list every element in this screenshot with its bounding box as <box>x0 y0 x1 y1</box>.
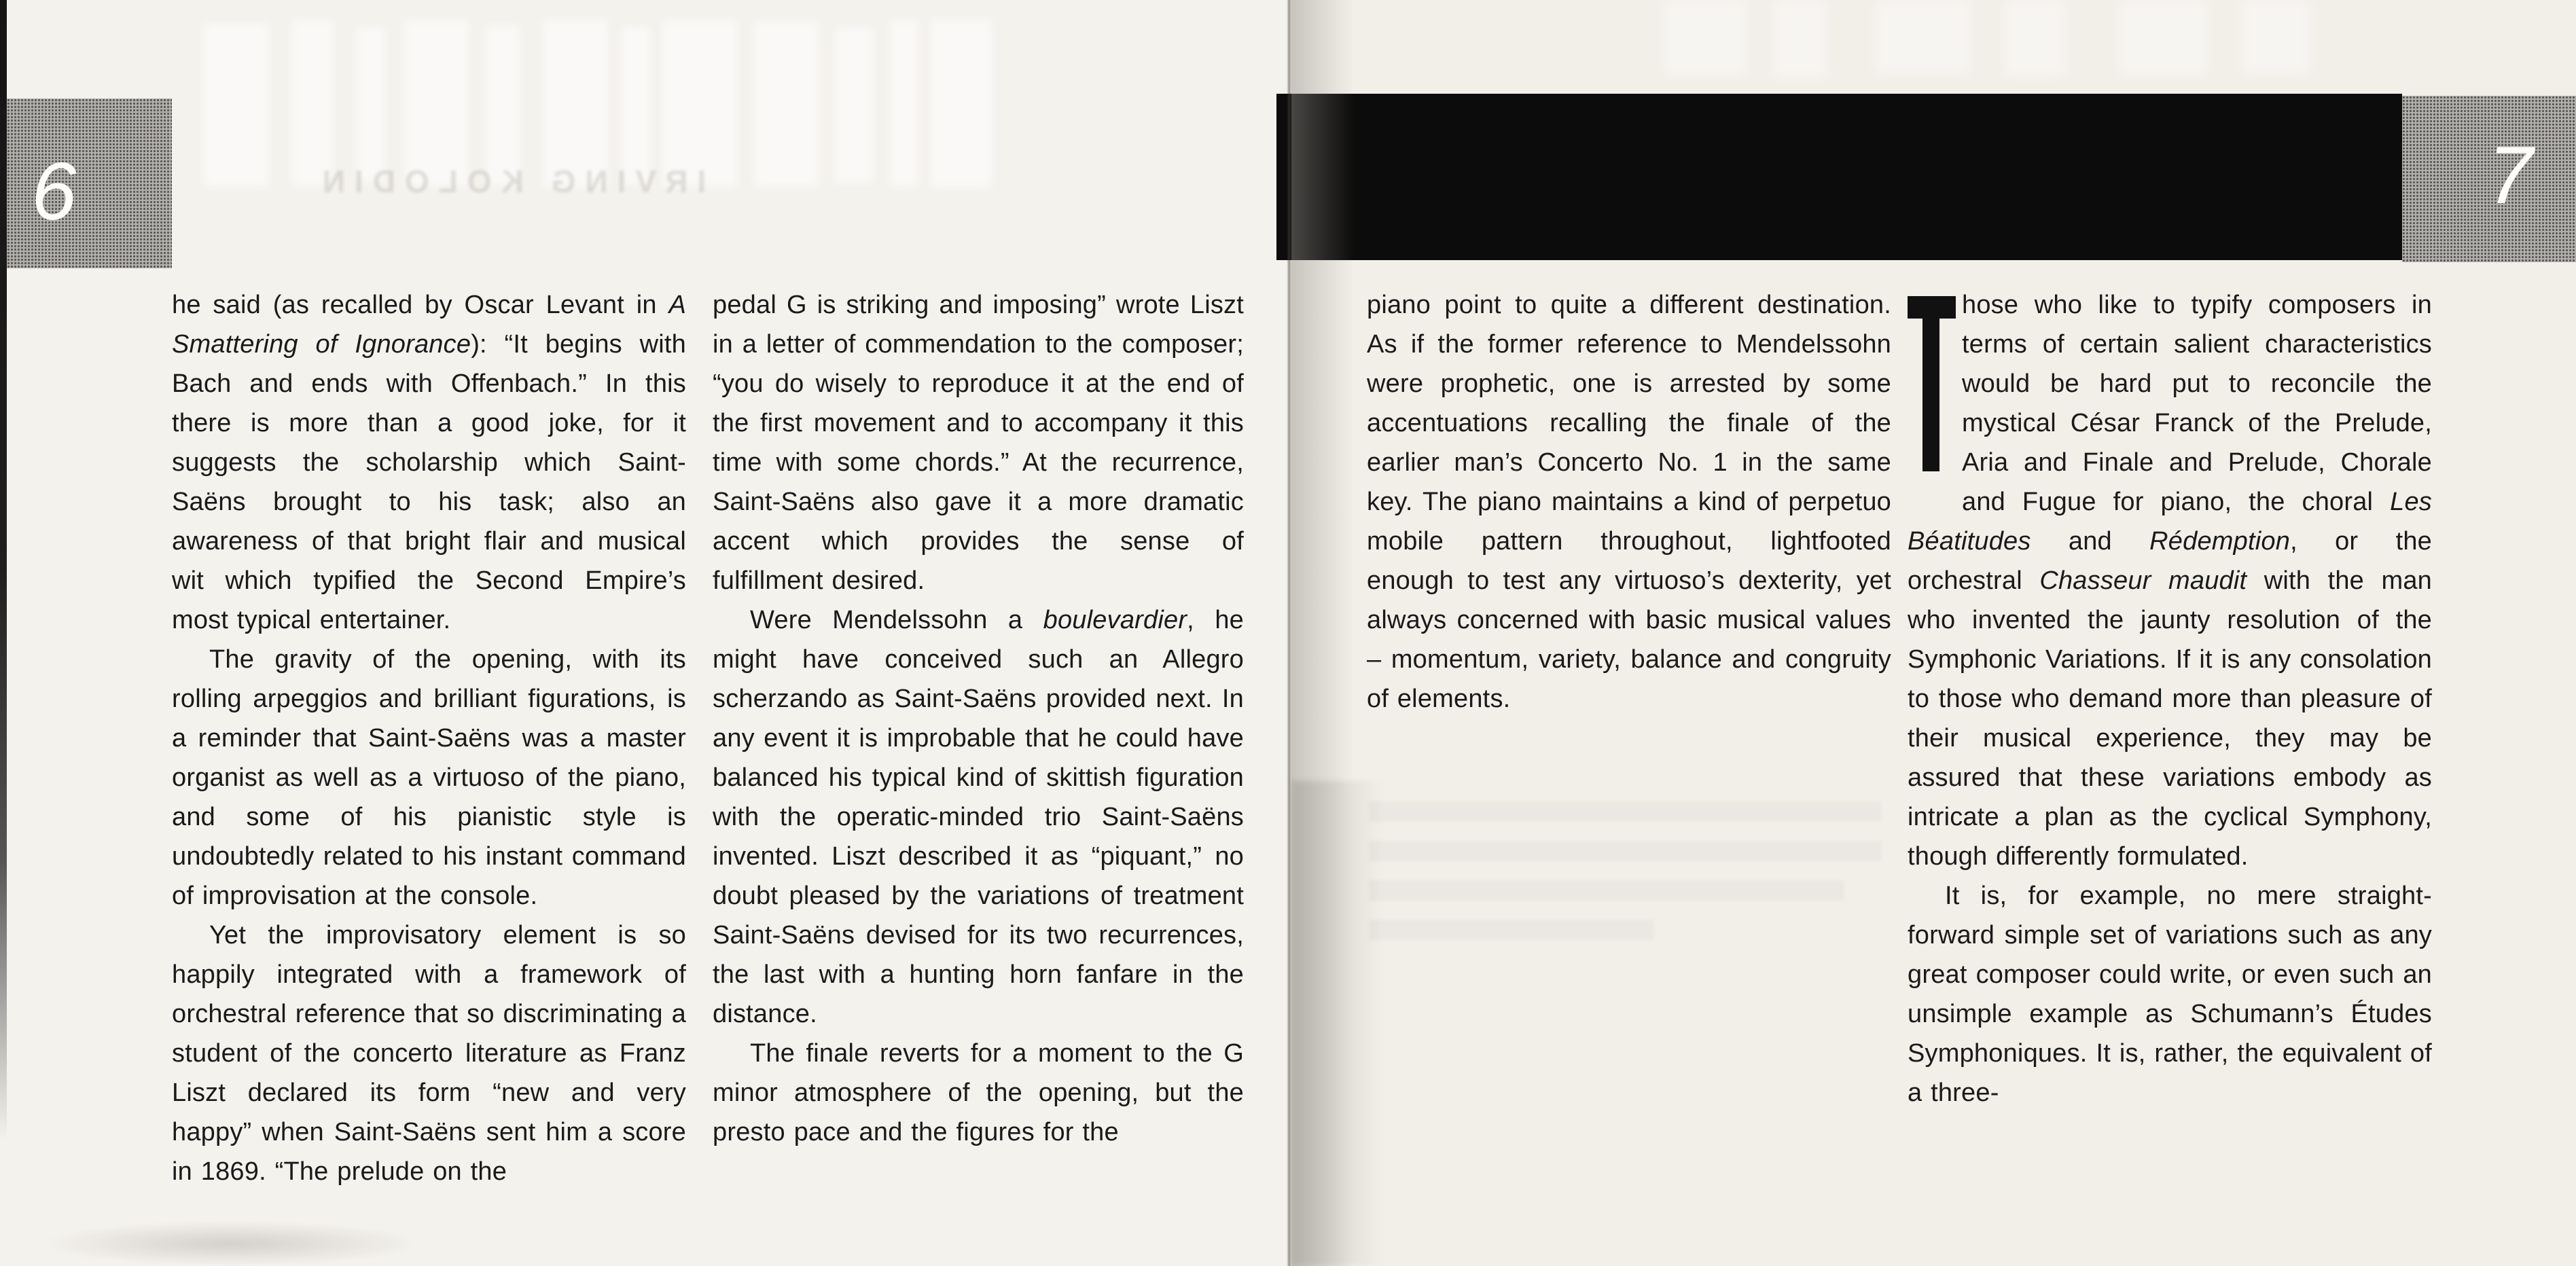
ghost-title-showthrough <box>292 20 333 187</box>
page-number-6: 6 <box>31 146 77 237</box>
paragraph: The gravity of the opening, with its rolling arpeggios and brilliant figurations, is a reminder that Saint-Saëns was a master organist as well as a virtuoso of the piano, and some of his pianistic style is undoubtedly related to his instant command of improvisation at the console. <box>172 645 686 910</box>
ghost-title-showthrough <box>2119 0 2208 75</box>
ghost-byline-mirrored: IRVING KOLODIN <box>312 164 706 199</box>
ghost-title-showthrough <box>204 24 268 187</box>
paragraph-text: he said (as recalled by Oscar Levant in <box>172 291 669 319</box>
paragraph: The finale reverts for a moment to the G minor atmosphere of the opening, but the presto pace and the figures for the <box>713 1039 1244 1146</box>
spine-gutter-shadow-bottom <box>1291 781 1383 1266</box>
italic-title: Les Béatitudes <box>1908 488 2432 556</box>
paragraph <box>172 285 686 640</box>
paragraph: pedal G is striking and imposing” wrote Liszt in a letter of commendation to the composer; “you do wisely to reproduce it at the end of the first movement and to accompany it this time with some chords.” At the recurrence, Saint-Saëns also gave it a more dramatic accent which provides the sense of fulfillment desired. <box>713 291 1244 595</box>
ghost-title-showthrough <box>622 27 650 185</box>
italic-title: A Smattering of Ignorance <box>172 291 686 359</box>
ghost-title-showthrough <box>486 26 520 185</box>
ghost-title-showthrough <box>1664 0 1746 75</box>
paragraph-text: with the man who invented the jaunty resolution of the Symphonic Variations. If it is any consolation to those who demand more than pleasure of their musical experience, they may be assured that these variations embody as intricate a plan as the cyclical Symphony, though differently formulated. <box>1908 566 2432 871</box>
ghost-title-showthrough <box>2004 0 2065 76</box>
page-number-7: 7 <box>2488 130 2533 221</box>
ghost-text-line <box>1369 801 1882 822</box>
text-column-right-1 <box>1367 285 1891 719</box>
paragraph-text: , or the orchestral <box>1908 527 2432 595</box>
text-column-right-2 <box>1908 285 2432 1113</box>
paragraph: piano point to quite a different destination. As if the former reference to Mendelssohn were prophetic, one is arrested by some accentuations recalling the finale of the earlier man’s Concerto No. 1 in the same key. The piano maintains a kind of perpetuo mobile pattern throughout, lightfooted enough to test any virtuoso’s dexterity, yet always concerned with basic musical values – momentum, variety, balance and congruity of elements. <box>1367 291 1891 713</box>
spine-gutter-line <box>1287 0 1291 1266</box>
ghost-title-showthrough <box>357 27 385 183</box>
ghost-title-showthrough <box>404 20 469 187</box>
scan-edge-shadow <box>0 0 7 1266</box>
ghost-text-line <box>1369 920 1654 940</box>
ghost-title-showthrough <box>543 19 608 187</box>
paragraph <box>1908 285 2432 876</box>
text-column-left-1 <box>172 285 686 1191</box>
paragraph-text: Were Mendelssohn a <box>750 606 1043 634</box>
ghost-title-showthrough <box>2242 0 2310 73</box>
ghost-text-line <box>1369 880 1844 901</box>
paragraph-text: hose who like to typify composers in terms of certain salient characteristics would be hard put to reconcile the mystical César Franck of the Prelude, Aria and Finale and Prelude, Chorale and Fugue for piano, the choral <box>1962 291 2432 516</box>
ghost-title-showthrough <box>836 27 873 183</box>
ghost-title-showthrough <box>754 22 819 186</box>
paragraph-text: ): “It begins with Bach and ends with Offenbach.” In this there is more than a good joke, for it suggests the scholarship which Saint-Saëns brought to his task; also an awareness of that bright flair and musical wit which typified the Second Empire’s most typical entertainer. <box>172 330 687 634</box>
paragraph-text: , he might have conceived such an Allegro scherzando as Saint-Saëns provided next. In any event it is improbable that he could have balanced his typical kind of skittish figuration with the operatic-minded trio Saint-Saëns invented. Liszt described it as “piquant,” no doubt pleased by the variations of treatment Saint-Saëns devised for its two recurrences, the last with a hunting horn fanfare in the distance. <box>713 606 1244 1028</box>
ghost-text-line <box>1369 841 1882 861</box>
italic-term: boulevardier <box>1043 606 1187 634</box>
scan-smudge <box>41 1221 421 1266</box>
ghost-title-showthrough <box>890 20 918 187</box>
italic-title: Rédemption <box>2149 527 2291 556</box>
italic-title: Chasseur maudit <box>2039 566 2247 595</box>
paragraph: Yet the improvisatory element is so happily integrated with a framework of orchestral reference that so discriminating a student of the concerto literature as Franz Liszt declared its form “new and very happy” when Saint-Saëns sent him a score in 1869. “The prelude on the <box>172 921 686 1186</box>
black-banner <box>1276 94 2402 260</box>
ghost-title-showthrough <box>1773 0 1827 78</box>
paragraph-text: and <box>2031 527 2150 556</box>
dropcap-T <box>1908 285 1962 484</box>
ghost-title-showthrough <box>931 19 992 187</box>
text-column-left-2 <box>713 285 1244 1152</box>
ghost-title-showthrough <box>1875 0 1970 73</box>
paragraph <box>713 600 1244 1034</box>
paragraph: It is, for example, no mere straight-forward simple set of variations such as any great composer could write, or even such an unsimple example as Schumann’s Études Symphoniques. It is, rather, the equivalent of a three- <box>1908 882 2432 1107</box>
ghost-title-showthrough <box>662 20 737 187</box>
